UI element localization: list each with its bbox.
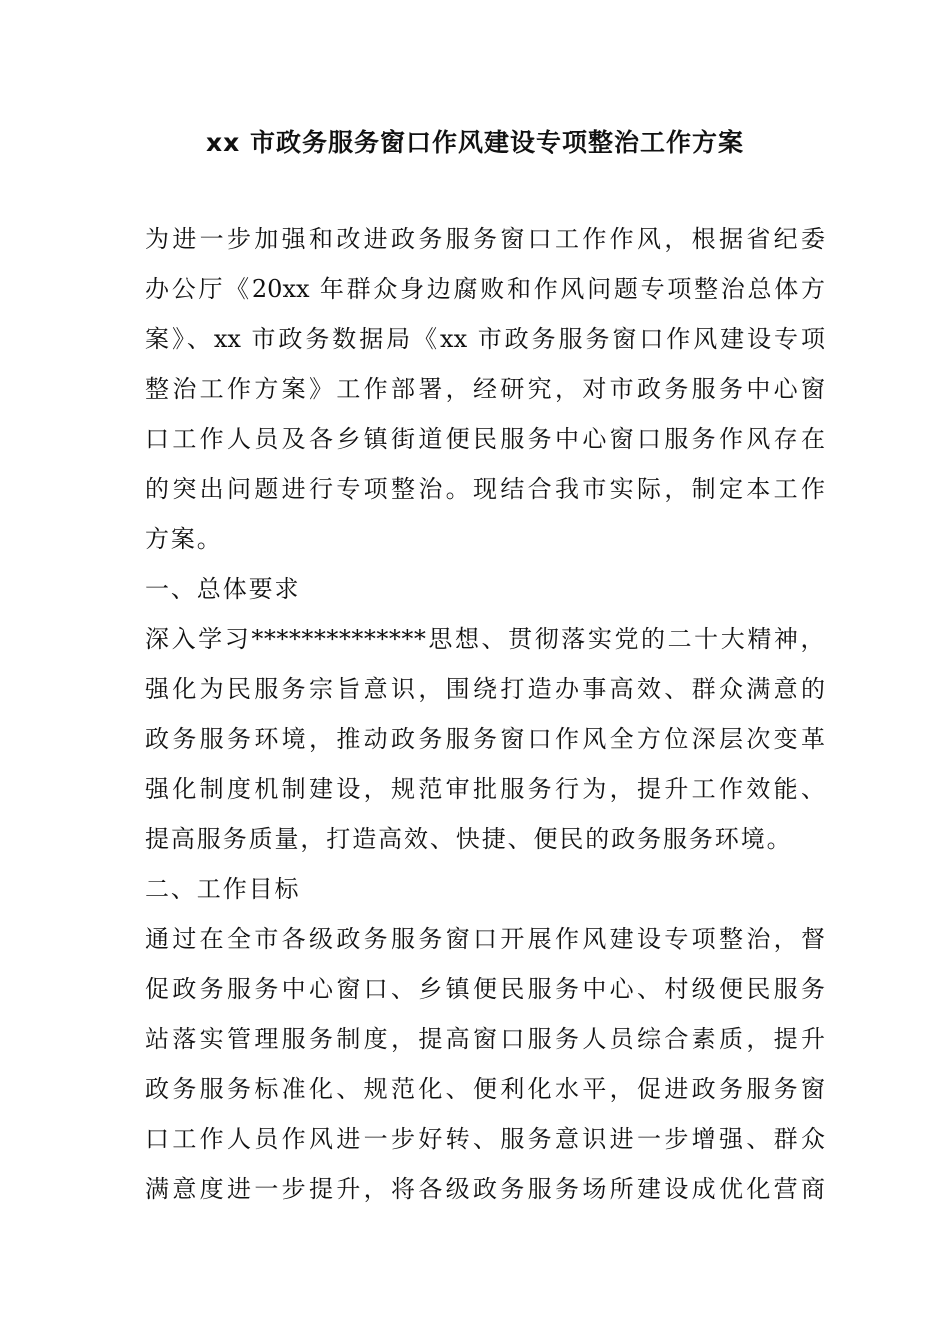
paragraph-line: 满意度进一步提升，将各级政务服务场所建设成优化营商 (145, 1175, 825, 1203)
paragraph-line: 方案。 (145, 525, 223, 553)
paragraph-line: 促政务服务中心窗口、乡镇便民服务中心、村级便民服务 (145, 975, 825, 1003)
paragraph-line: 深入学习**************思想、贯彻落实党的二十大精神， (145, 625, 825, 653)
document-title: xx 市政务服务窗口作风建设专项整治工作方案 (206, 128, 744, 157)
paragraph-line: 案》、xx 市政务数据局《xx 市政务服务窗口作风建设专项 (145, 325, 825, 353)
paragraph-line: 政务服务环境，推动政务服务窗口作风全方位深层次变革 (145, 725, 825, 753)
paragraph-line: 强化为民服务宗旨意识，围绕打造办事高效、群众满意的 (145, 675, 825, 703)
paragraph-line: 办公厅《20xx 年群众身边腐败和作风问题专项整治总体方 (145, 275, 825, 303)
paragraph-line: 强化制度机制建设，规范审批服务行为，提升工作效能、 (145, 775, 825, 803)
paragraph-line: 站落实管理服务制度，提高窗口服务人员综合素质，提升 (145, 1025, 825, 1053)
section-heading: 二、工作目标 (145, 875, 301, 903)
paragraph-line: 口工作人员作风进一步好转、服务意识进一步增强、群众 (145, 1125, 825, 1153)
paragraph-line: 整治工作方案》工作部署，经研究，对市政务服务中心窗 (145, 375, 825, 403)
document-body (145, 214, 825, 1214)
paragraph-line: 口工作人员及各乡镇街道便民服务中心窗口服务作风存在 (145, 425, 825, 453)
section-heading: 一、总体要求 (145, 575, 301, 603)
paragraph-line: 通过在全市各级政务服务窗口开展作风建设专项整治，督 (145, 925, 825, 953)
paragraph-line: 为进一步加强和改进政务服务窗口工作作风，根据省纪委 (145, 225, 825, 253)
paragraph-line: 提高服务质量，打造高效、快捷、便民的政务服务环境。 (145, 825, 793, 853)
paragraph-line: 的突出问题进行专项整治。现结合我市实际，制定本工作 (145, 475, 825, 503)
paragraph-line: 政务服务标准化、规范化、便利化水平，促进政务服务窗 (145, 1075, 825, 1103)
